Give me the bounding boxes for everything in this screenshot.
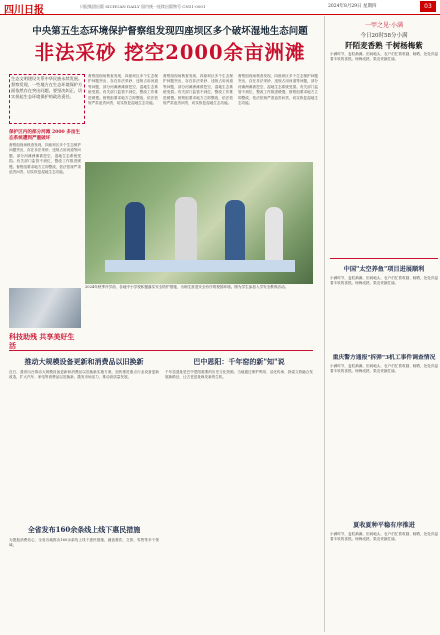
side-photo-title: 科技助残 共享美好生活 xyxy=(9,332,75,350)
story-body-1: 近日，我省出台推动大规模设备更新和消费品以旧换新实施方案，加快推进重点行业设备更新改造，扩大汽车、家电等消费品以旧换新，激发市场活力，推动高质量发展。 xyxy=(9,370,159,380)
photo-person xyxy=(125,202,145,262)
editor-note-box: 生态文明建设关系中华民族永续发展。督察发现，一些地方在生态环境保护方面依然存在突出问题，要坚决纠正，切实担起生态环境保护的政治责任。 xyxy=(9,74,85,124)
story-title-2: 巴中恩阳：千年窑的新"知"说 xyxy=(193,357,285,366)
right-title-2: 中国"太空养鱼"项目进展顺利 xyxy=(343,266,425,273)
right-date: 今日20时58分小满 xyxy=(360,33,408,39)
story-body-3: 为提振消费信心，全省各地推出160余条线上线下惠民措施，涵盖餐饮、文旅、零售等多个领域。 xyxy=(9,538,159,548)
section-divider xyxy=(9,350,313,351)
right-column-name: 一甲之见·小满 xyxy=(365,22,403,29)
side-photo xyxy=(9,288,81,328)
right-body-1: 小满时节，麦粒渐满。田间地头，农户们忙着收割、晾晒，处处洋溢着丰收的喜悦。杨梅成熟，果农采摘忙碌。 xyxy=(330,52,438,62)
photo-banner xyxy=(105,260,295,272)
issue-date: 2024年8月29日 星期四 xyxy=(328,4,377,9)
newspaper-logo: 四川日报 xyxy=(4,5,44,16)
right-title-4: 夏收夏种平稳有序推进 xyxy=(353,522,415,529)
right-headline: 阡陌麦香熟 千树杨梅紫 xyxy=(345,41,423,50)
lead-headline: 非法采砂 挖空2000余亩洲滩 xyxy=(34,41,306,64)
page-number: 03 xyxy=(420,1,436,12)
lead-column-3: 督察组现场核查发现，四座坝区多个生态保护问题突出，存在非法采砂、违规占用河道等问题，部分河滩洲滩被挖空，湿地生态系统受损。有关部门监管不到位，整改工作推进缓慢。督察组要求地方立即整改，依法依规严肃追责问责，切实恢复湿地生态功能。 xyxy=(163,74,233,106)
story-body-2: 千年窑遗址是巴中恩阳重要的历史文化资源。当地通过保护利用、活化传承，探索文旅融合发展新路径，让古老窑址焕发新的生机。 xyxy=(165,370,313,380)
lead-kicker: 中央第五生态环境保护督察组发现四座坝区多个破坏湿地生态问题 xyxy=(32,26,308,37)
story-title-3: 全省发布160余条线上线下惠民措施 xyxy=(27,525,141,534)
right-body-2: 小满时节，麦粒渐满。田间地头，农户们忙着收割、晾晒，处处洋溢着丰收的喜悦。杨梅成熟，果农采摘忙碌。 xyxy=(330,276,438,286)
photo-person xyxy=(175,197,197,262)
lead-column-4: 督察组现场核查发现，四座坝区多个生态保护问题突出，存在非法采砂、违规占用河道等问题，部分河滩洲滩被挖空，湿地生态系统受损。有关部门监管不到位，整改工作推进缓慢。督察组要求地方立即整改，依法依规严肃追责问责，切实恢复湿地生态功能。 xyxy=(238,74,318,106)
lead-photo xyxy=(85,162,313,284)
right-title-3: 重庆警方通报"拆弹"3机工事件调查情况 xyxy=(332,355,436,361)
lead-column-1: 督察组现场核查发现，四座坝区多个生态保护问题突出，存在非法采砂、违规占用河道等问题，部分河滩洲滩被挖空，湿地生态系统受损。有关部门监管不到位，整改工作推进缓慢。督察组要求地方立即整改，依法依规严肃追责问责，切实恢复湿地生态功能。 xyxy=(9,143,81,175)
lead-column-2: 督察组现场核查发现，四座坝区多个生态保护问题突出，存在非法采砂、违规占用河道等问题，部分河滩洲滩被挖空，湿地生态系统受损。有关部门监管不到位，整改工作推进缓慢。督察组要求地方立即整改，依法依规严肃追责问责，切实恢复湿地生态功能。 xyxy=(88,74,158,106)
photo-person xyxy=(225,200,245,262)
photo-person xyxy=(265,207,283,262)
photo-caption: 2024年秋季开学前，各地中小学校积极落实安全防护措施，为师生营造安全有序的校园环境。图为学生参加入学安全教育活动。 xyxy=(85,285,289,289)
publication-info: 川报集团出版 SICHUAN DAILY 国内统一连续出版物号 CN51-0001 xyxy=(80,4,206,9)
right-body-3: 小满时节，麦粒渐满。田间地头，农户们忙着收割、晾晒，处处洋溢着丰收的喜悦。杨梅成熟，果农采摘忙碌。 xyxy=(330,364,438,374)
column-rule xyxy=(324,16,325,632)
right-body-4: 小满时节，麦粒渐满。田间地头，农户们忙着收割、晾晒，处处洋溢着丰收的喜悦。杨梅成熟，果农采摘忙碌。 xyxy=(330,532,438,542)
lead-subhead: 保护区内的部分河滩 2000 多亩生态系统遭到严重破坏 xyxy=(9,130,81,141)
story-title-1: 推动大规模设备更新和消费品以旧换新 xyxy=(24,357,144,366)
right-divider xyxy=(330,258,438,259)
